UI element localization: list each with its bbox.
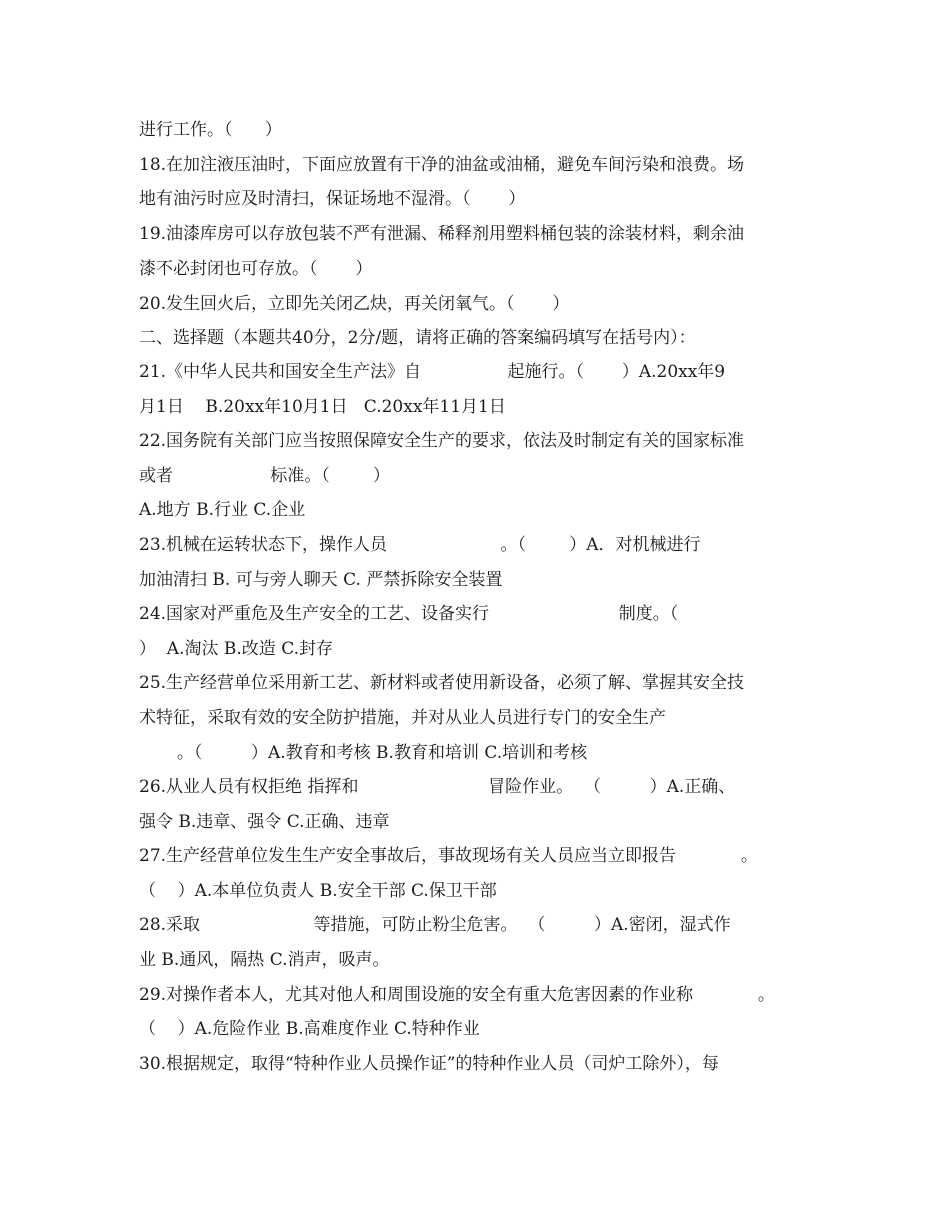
text-line: 30.根据规定，取得“特种作业人员操作证”的特种作业人员（司炉工除外），每 — [139, 1054, 719, 1074]
text-line: 进行工作。（ ） — [139, 120, 282, 140]
text-line: （ ）A.本单位负责人 B.安全干部 C.保卫干部 — [139, 881, 497, 901]
text-line: 22.国务院有关部门应当按照保障安全生产的要求，依法及时制定有关的国家标准 — [139, 431, 745, 451]
text-line: A.地方 B.行业 C.企业 — [139, 500, 306, 520]
text-line: 20.发生回火后，立即先关闭乙炔，再关闭氧气。（ ） — [139, 294, 570, 314]
text-line: 26.从业人员有权拒绝 指挥和 冒险作业。 （ ）A.正确、 — [139, 777, 736, 797]
text-line: 18.在加注液压油时，下面应放置有干净的油盆或油桶，避免车间污染和浪费。场 — [139, 155, 745, 175]
text-line: 或者 标准。（ ） — [139, 466, 390, 486]
text-line: 强令 B.违章、强令 C.正确、违章 — [139, 812, 390, 832]
text-line: 地有油污时应及时清扫，保证场地不湿滑。（ ） — [139, 189, 526, 209]
text-line: 业 B.通风，隔热 C.消声，吸声。 — [139, 950, 390, 970]
text-line: 19.油漆库房可以存放包装不严有泄漏、稀释剂用塑料桶包装的涂装材料，剩余油 — [139, 224, 745, 244]
text-line: 月1日 B.20xx年10月1日 C.20xx年11月1日 — [139, 397, 506, 417]
text-line: 23.机械在运转状态下，操作人员 。（ ）A．对机械进行 — [139, 535, 701, 555]
text-line: 术特征，采取有效的安全防护措施，并对从业人员进行专门的安全生产 — [139, 708, 666, 728]
text-line: 。（ ）A.教育和考核 B.教育和培训 C.培训和考核 — [139, 743, 588, 763]
section-heading: 二、选择题（本题共40分，2分/题，请将正确的答案编码填写在括号内）： — [139, 328, 696, 348]
text-line: 加油清扫 B. 可与旁人聊天 C. 严禁拆除安全装置 — [139, 570, 503, 590]
text-line: （ ）A.危险作业 B.高难度作业 C.特种作业 — [139, 1019, 480, 1039]
text-line: ） A.淘汰 B.改造 C.封存 — [139, 639, 333, 659]
text-line: 27.生产经营单位发生生产安全事故后，事故现场有关人员应当立即报告 。 — [139, 846, 758, 866]
text-line: 24.国家对严重危及生产安全的工艺、设备实行 制度。（ — [139, 604, 679, 624]
text-line: 29.对操作者本人，尤其对他人和周围设施的安全有重大危害因素的作业称 。 — [139, 985, 775, 1005]
text-line: 漆不必封闭也可存放。（ ） — [139, 259, 373, 279]
text-line: 28.采取 等措施，可防止粉尘危害。 （ ）A.密闭，湿式作 — [139, 915, 731, 935]
text-line: 25.生产经营单位采用新工艺、新材料或者使用新设备，必须了解、掌握其安全技 — [139, 673, 745, 693]
text-line: 21.《中华人民共和国安全生产法》自 起施行。（ ）A.20xx年9 — [139, 362, 726, 382]
